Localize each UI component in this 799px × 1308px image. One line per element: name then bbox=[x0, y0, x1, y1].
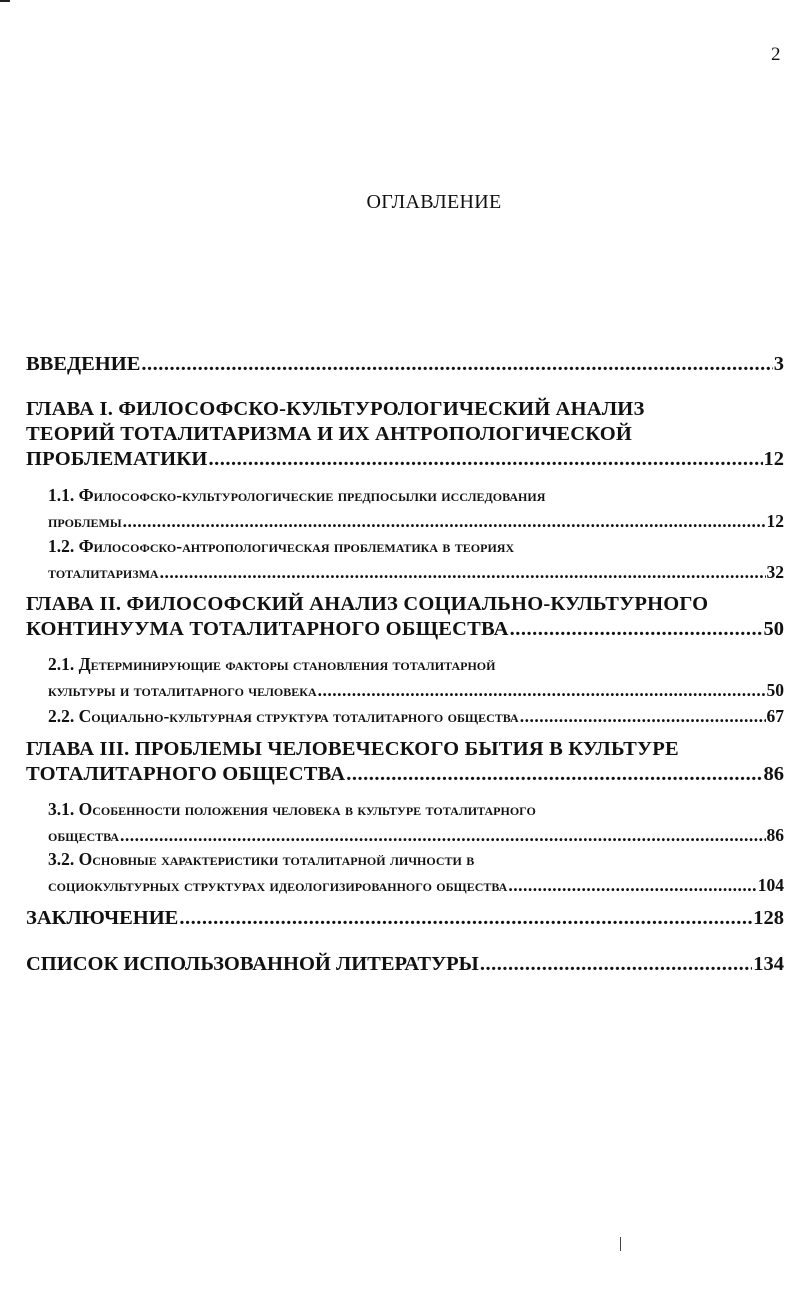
toc-entry-title: ПРОБЛЕМАТИКИ bbox=[26, 448, 208, 470]
toc-page-number: 86 bbox=[763, 763, 784, 785]
toc-entry-chapter-2[interactable] bbox=[26, 592, 784, 642]
toc-page-number: 67 bbox=[766, 706, 784, 726]
toc-entry-title: социокультурных структурах идеологизированного общества bbox=[48, 875, 508, 895]
toc-entry-title: ВВЕДЕНИЕ bbox=[26, 353, 141, 375]
toc-dot-leader bbox=[480, 952, 752, 977]
toc-page-number: 104 bbox=[757, 875, 784, 895]
toc-entry-line: ГЛАВА III. ПРОБЛЕМЫ ЧЕЛОВЕЧЕСКОГО БЫТИЯ В КУЛЬТУРЕ bbox=[26, 738, 679, 760]
toc-entry-line: ГЛАВА I. ФИЛОСОФСКО-КУЛЬТУРОЛОГИЧЕСКИЙ АНАЛИЗ bbox=[26, 398, 645, 420]
toc-dot-leader bbox=[120, 822, 765, 848]
toc-entry-title: тоталитаризма bbox=[48, 562, 159, 582]
toc-entry-section-2-2[interactable] bbox=[48, 703, 784, 729]
toc-entry-title: СПИСОК ИСПОЛЬЗОВАННОЙ ЛИТЕРАТУРЫ bbox=[26, 953, 479, 975]
toc-dot-leader bbox=[208, 447, 762, 472]
toc-entry-line: 2.1. Детерминирующие факторы становления тоталитарной bbox=[48, 654, 496, 674]
toc-leader-line bbox=[26, 617, 784, 642]
toc-entry-title: 2.2. Социально-культурная структура тоталитарного общества bbox=[48, 706, 519, 726]
toc-page-number: 128 bbox=[753, 907, 784, 929]
toc-entry-title: ЗАКЛЮЧЕНИЕ bbox=[26, 907, 179, 929]
toc-dot-leader bbox=[123, 508, 766, 534]
toc-leader-line bbox=[48, 872, 784, 898]
toc-leader-line bbox=[26, 952, 784, 977]
toc-page-number: 50 bbox=[766, 680, 784, 700]
toc-dot-leader bbox=[346, 762, 762, 787]
toc-dot-leader bbox=[520, 703, 766, 729]
toc-entry-introduction[interactable] bbox=[26, 352, 784, 377]
toc-entry-line: 3.2. Основные характеристики тоталитарной личности в bbox=[48, 849, 475, 869]
toc-dot-leader bbox=[318, 677, 766, 703]
page-number: 2 bbox=[771, 44, 781, 65]
scan-artifact-mark bbox=[620, 1237, 621, 1251]
toc-leader-line bbox=[26, 352, 784, 377]
toc-leader-line bbox=[48, 703, 784, 729]
toc-entry-bibliography[interactable] bbox=[26, 952, 784, 977]
toc-leader-line bbox=[48, 559, 784, 585]
toc-entry-title: ТОТАЛИТАРНОГО ОБЩЕСТВА bbox=[26, 763, 346, 785]
toc-leader-line bbox=[48, 677, 784, 703]
toc-leader-line bbox=[26, 762, 784, 787]
toc-title: ОГЛАВЛЕНИЕ bbox=[366, 191, 502, 213]
toc-entry-line: 1.1. Философско-культурологические предпосылки исследования bbox=[48, 485, 546, 505]
toc-entry-title: культуры и тоталитарного человека bbox=[48, 680, 317, 700]
toc-page-number: 50 bbox=[763, 618, 784, 640]
toc-entry-title: общества bbox=[48, 825, 120, 845]
toc-entry-conclusion[interactable] bbox=[26, 906, 784, 931]
toc-leader-line bbox=[26, 906, 784, 931]
toc-entry-section-3-1[interactable] bbox=[48, 796, 784, 848]
toc-leader-line bbox=[26, 447, 784, 472]
toc-entry-line: 3.1. Особенности положения человека в культуре тоталитарного bbox=[48, 799, 536, 819]
toc-dot-leader bbox=[510, 617, 763, 642]
toc-entry-chapter-3[interactable] bbox=[26, 737, 784, 787]
toc-entry-title: проблемы bbox=[48, 511, 122, 531]
toc-page-number: 86 bbox=[766, 825, 784, 845]
toc-page-number: 12 bbox=[766, 511, 784, 531]
toc-leader-line bbox=[48, 822, 784, 848]
toc-page-number: 32 bbox=[766, 562, 784, 582]
toc-entry-line: ТЕОРИЙ ТОТАЛИТАРИЗМА И ИХ АНТРОПОЛОГИЧЕСКОЙ bbox=[26, 423, 633, 445]
toc-entry-section-2-1[interactable] bbox=[48, 651, 784, 703]
toc-entry-line: 1.2. Философско-антропологическая проблематика в теориях bbox=[48, 536, 515, 556]
toc-page-number: 3 bbox=[773, 353, 784, 375]
toc-entry-chapter-1[interactable] bbox=[26, 397, 784, 472]
toc-page-number: 134 bbox=[753, 953, 784, 975]
toc-dot-leader bbox=[179, 906, 752, 931]
toc-entry-section-3-2[interactable] bbox=[48, 846, 784, 898]
toc-leader-line bbox=[48, 508, 784, 534]
toc-dot-leader bbox=[508, 872, 756, 898]
toc-entry-section-1-2[interactable] bbox=[48, 533, 784, 585]
toc-entry-line: ГЛАВА II. ФИЛОСОФСКИЙ АНАЛИЗ СОЦИАЛЬНО-КУЛЬТУРНОГО bbox=[26, 593, 709, 615]
toc-dot-leader bbox=[141, 352, 772, 377]
toc-dot-leader bbox=[160, 559, 766, 585]
toc-page-number: 12 bbox=[763, 448, 784, 470]
toc-entry-section-1-1[interactable] bbox=[48, 482, 784, 534]
toc-entry-title: КОНТИНУУМА ТОТАЛИТАРНОГО ОБЩЕСТВА bbox=[26, 618, 509, 640]
